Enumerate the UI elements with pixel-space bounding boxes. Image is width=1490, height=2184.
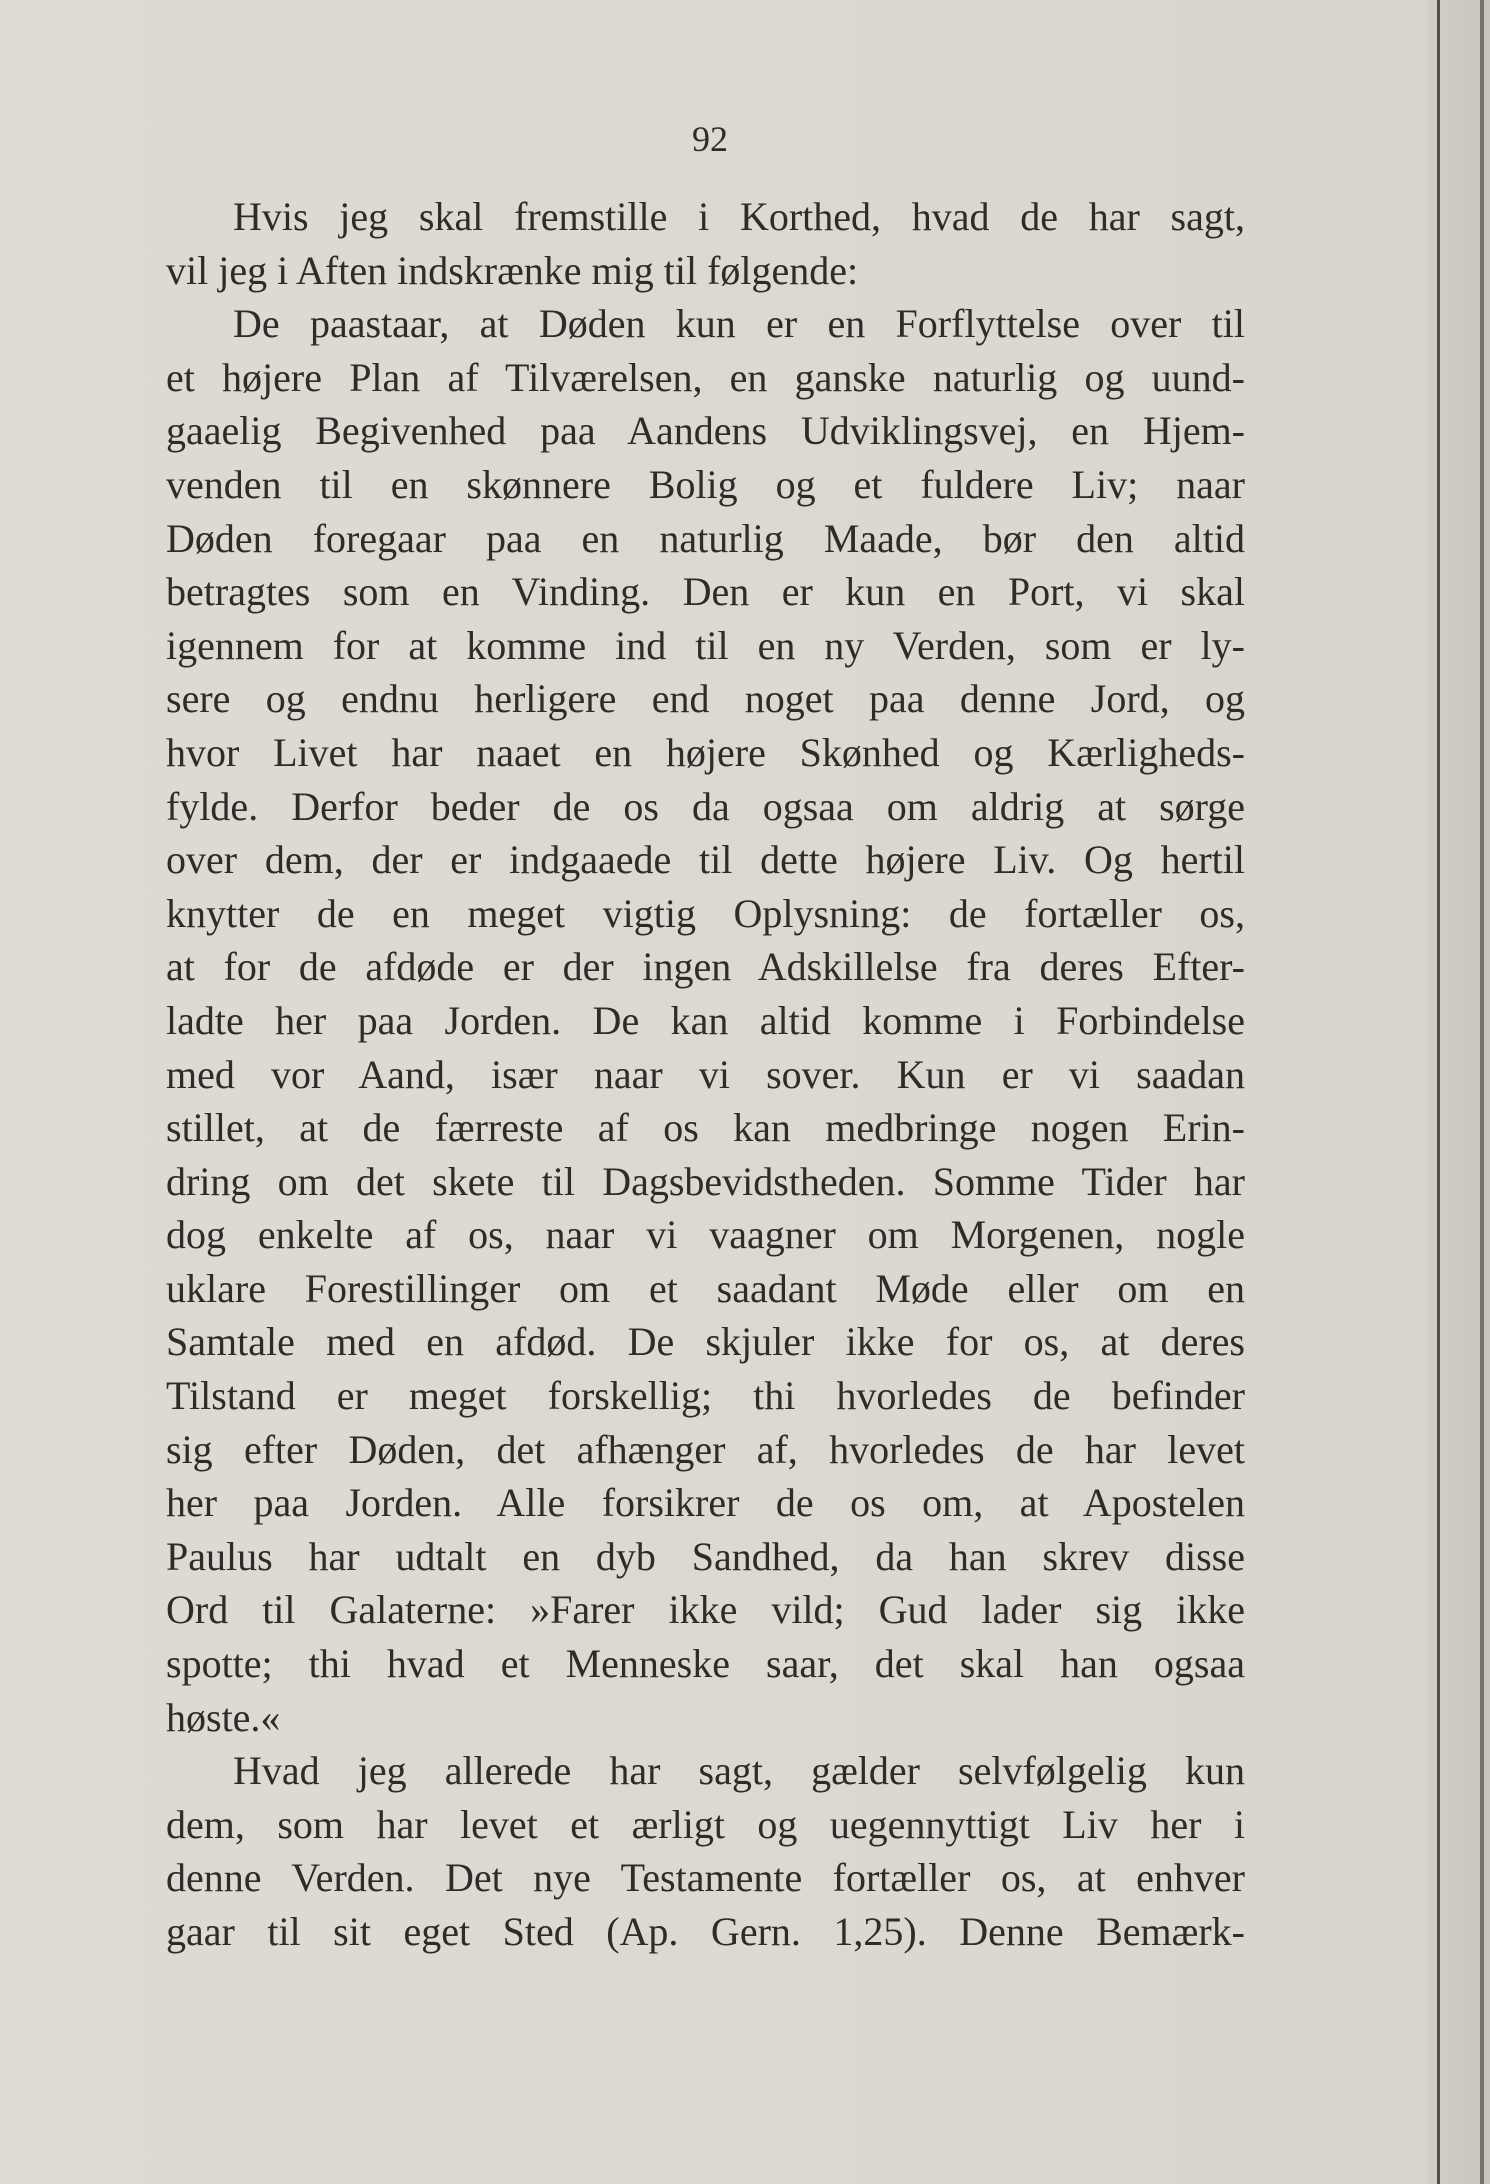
text-line: igennem for at komme ind til en ny Verden, som er ly- xyxy=(166,622,1245,668)
text-line: Ord til Galaterne: »Farer ikke vild; Gud lader sig ikke xyxy=(166,1587,1245,1633)
text-line: uklare Forestillinger om et saadant Møde eller om en xyxy=(166,1265,1245,1311)
text-line: dem, som har levet et ærligt og uegennyttigt Liv her i xyxy=(166,1801,1245,1847)
text-line: hvor Livet har naaet en højere Skønhed og Kærligheds- xyxy=(166,729,1245,775)
text-line: Hvis jeg skal fremstille i Korthed, hvad de har sagt, xyxy=(233,194,1245,239)
text-line: med vor Aand, især naar vi sover. Kun er vi saadan xyxy=(166,1051,1245,1097)
text-line: ladte her paa Jorden. De kan altid komme i Forbindelse xyxy=(166,997,1245,1043)
text-line: at for de afdøde er der ingen Adskillelse fra deres Efter- xyxy=(166,944,1245,990)
text-line: dring om det skete til Dagsbevidstheden. Somme Tider har xyxy=(166,1158,1245,1204)
text-line: betragtes som en Vinding. Den er kun en Port, vi skal xyxy=(166,569,1245,615)
text-line: knytter de en meget vigtig Oplysning: de fortæller os, xyxy=(166,890,1245,936)
text-line: over dem, der er indgaaede til dette højere Liv. Og hertil xyxy=(166,837,1245,883)
text-line: Hvad jeg allerede har sagt, gælder selvfølgelig kun xyxy=(233,1748,1245,1794)
page-gutter xyxy=(1428,0,1490,2184)
page-number: 92 xyxy=(692,119,728,159)
text-line: gaar til sit eget Sted (Ap. Gern. 1,25). Denne Bemærk- xyxy=(166,1909,1245,1954)
text-line: høste.« xyxy=(166,1694,281,1740)
body-text xyxy=(166,190,1245,1959)
text-line: gaaelig Begivenhed paa Aandens Udviklingsvej, en Hjem- xyxy=(166,408,1245,454)
text-line: venden til en skønnere Bolig og et fuldere Liv; naar xyxy=(166,461,1245,507)
text-line: stillet, at de færreste af os kan medbringe nogen Erin- xyxy=(166,1105,1245,1151)
text-line: vil jeg i Aften indskrænke mig til følgende: xyxy=(166,247,859,293)
text-line: spotte; thi hvad et Menneske saar, det skal han ogsaa xyxy=(166,1641,1245,1687)
text-line: her paa Jorden. Alle forsikrer de os om, at Apostelen xyxy=(166,1480,1245,1526)
binding-edge-line xyxy=(1437,0,1440,2184)
text-line: De paastaar, at Døden kun er en Forflyttelse over til xyxy=(233,301,1245,347)
text-line: Paulus har udtalt en dyb Sandhed, da han skrev disse xyxy=(166,1533,1245,1579)
text-line: Samtale med en afdød. De skjuler ikke for os, at deres xyxy=(166,1319,1245,1365)
page-edge-line xyxy=(1480,0,1484,2184)
text-line: et højere Plan af Tilværelsen, en ganske naturlig og uund- xyxy=(166,354,1245,400)
text-line: denne Verden. Det nye Testamente fortæller os, at enhver xyxy=(166,1855,1245,1901)
text-line: fylde. Derfor beder de os da ogsaa om aldrig at sørge xyxy=(166,783,1245,829)
text-line: Døden foregaar paa en naturlig Maade, bør den altid xyxy=(166,515,1245,561)
text-line: sig efter Døden, det afhænger af, hvorledes de har levet xyxy=(166,1426,1245,1472)
text-line: Tilstand er meget forskellig; thi hvorledes de befinder xyxy=(166,1373,1245,1419)
text-line: sere og endnu herligere end noget paa denne Jord, og xyxy=(166,676,1245,722)
text-line: dog enkelte af os, naar vi vaagner om Morgenen, nogle xyxy=(166,1212,1245,1258)
